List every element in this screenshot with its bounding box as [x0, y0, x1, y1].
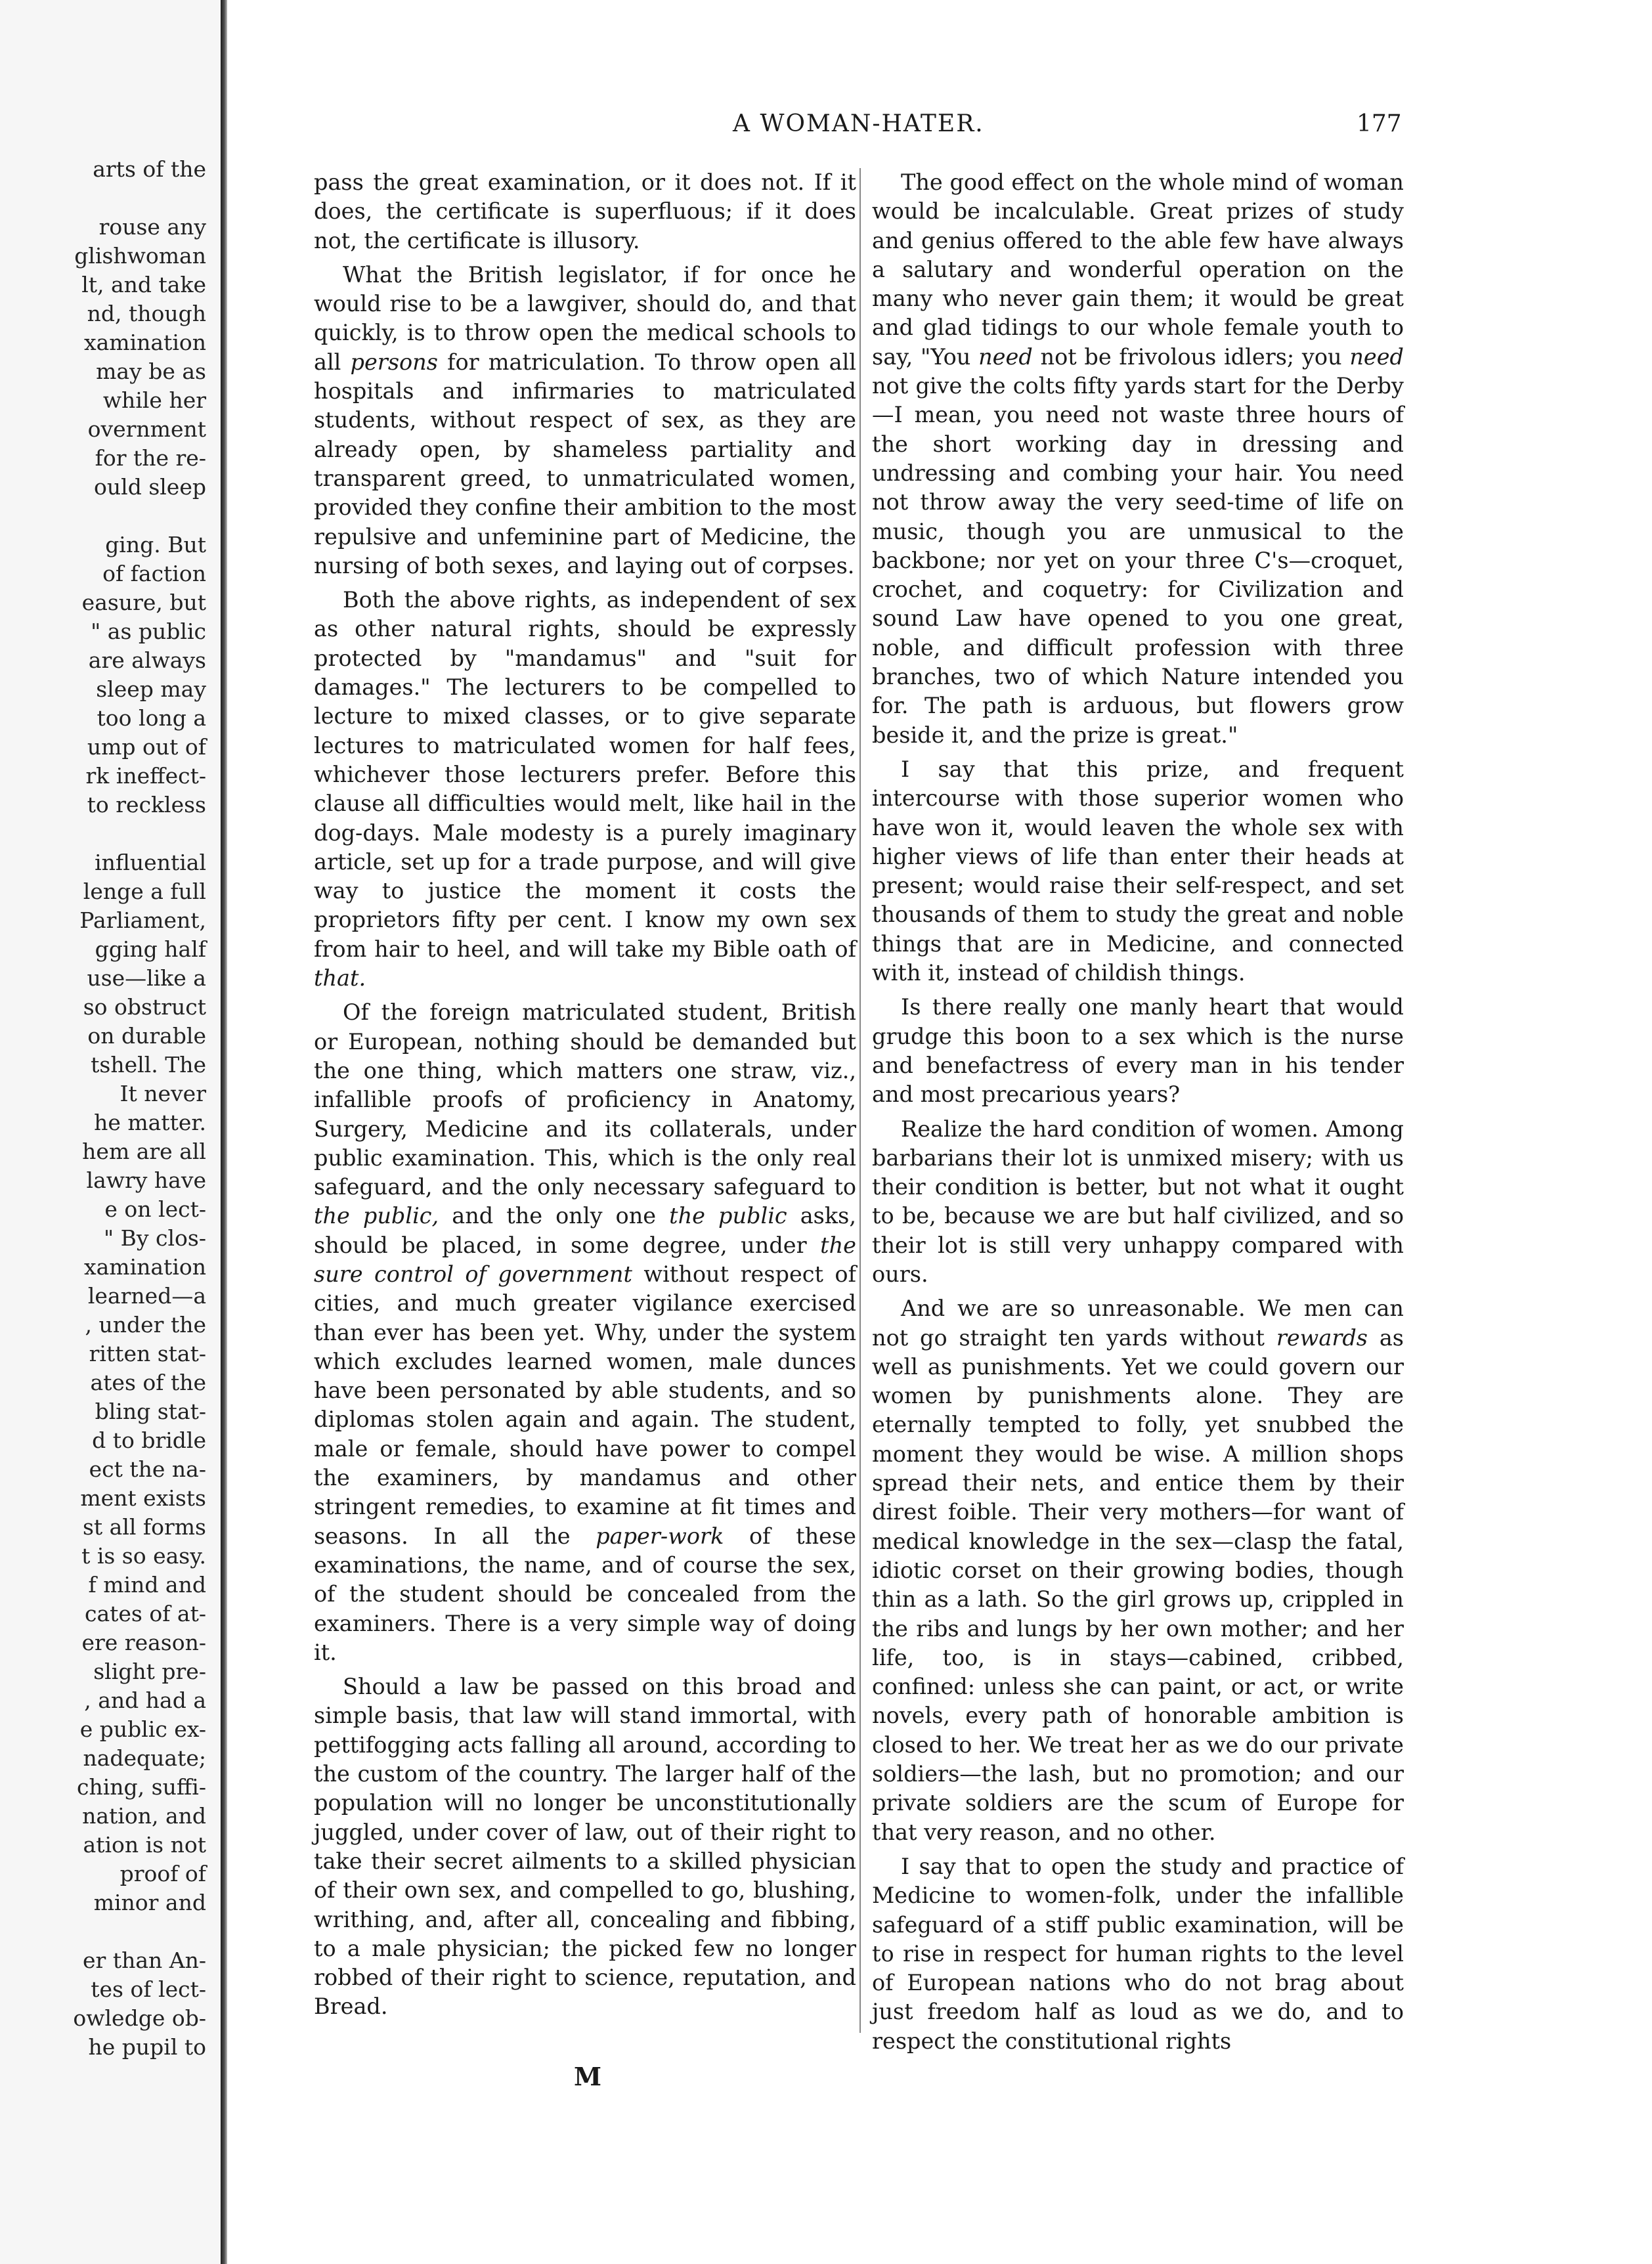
- previous-page-fragment: bling stat-: [95, 1399, 206, 1424]
- previous-page-fragment: learned—a: [87, 1283, 206, 1309]
- previous-page-fragment: d to bridle: [92, 1427, 206, 1453]
- previous-page-fragment: slight pre-: [93, 1659, 206, 1684]
- previous-page-fragment: It never: [120, 1081, 206, 1106]
- paragraph: I say that this prize, and frequent intercourse with those superior women who have won it, would leaven the whole sex with higher views of life than enter their heads at present; would raise their self-respect, and set thousands of them to study the great and noble things that are in Medicine, and connected with it, instead of childish things.: [872, 756, 1404, 986]
- paragraph: Realize the hard condition of women. Among barbarians their lot is unmixed misery; with us their condition is better, but not what it ought to be, because we are but half civilized, and so their lot is still very unhappy compared with ours.: [872, 1116, 1404, 1287]
- previous-page-fragment: tshell. The: [91, 1052, 206, 1078]
- previous-page-fragment: sleep may: [96, 676, 206, 702]
- previous-page-fragment: lenge a full: [83, 879, 206, 904]
- previous-page-fragment: minor and: [93, 1890, 206, 1915]
- previous-page-fragment: glishwoman: [74, 243, 206, 269]
- previous-page-fragment: xamination: [84, 1254, 206, 1280]
- previous-page-fragment: so obstruct: [83, 994, 206, 1020]
- previous-page-fragment: tes of lect-: [91, 1976, 206, 2002]
- previous-page-fragment: nation, and: [82, 1803, 206, 1829]
- previous-page-fragment: t is so easy.: [81, 1543, 206, 1569]
- previous-page-fragment: Parliament,: [79, 907, 206, 933]
- previous-page-fragment: e public ex-: [79, 1716, 206, 1742]
- previous-page-fragment: ment exists: [80, 1485, 206, 1511]
- previous-page-fragment: he pupil to: [88, 2034, 206, 2060]
- previous-page-fragment: " as public: [91, 619, 206, 644]
- previous-page-fragment: ates of the: [90, 1370, 206, 1395]
- previous-page-strip: [0, 0, 221, 2264]
- previous-page-fragment: to reckless: [87, 792, 206, 817]
- previous-page-fragment: owledge ob-: [73, 2005, 206, 2031]
- previous-page-fragment: while her: [102, 387, 206, 413]
- previous-page-fragment: arts of the: [93, 156, 206, 182]
- previous-page-fragment: ation is not: [83, 1832, 206, 1858]
- column-rule: [859, 168, 861, 2033]
- previous-page-fragment: ging. But: [105, 532, 206, 557]
- previous-page-fragment: st all forms: [82, 1514, 206, 1540]
- previous-page-fragment: lawry have: [86, 1167, 206, 1193]
- paragraph: I say that to open the study and practice of Medicine to women-folk, under the infallible safeguard of a stiff public examination, will be to rise in respect for human rights to the level of European nations who do not brag about just freedom half as loud as we do, and to respect the constitutional rights: [872, 1853, 1404, 2054]
- previous-page-fragment: ritten stat-: [89, 1341, 206, 1366]
- right-column: [872, 168, 1404, 2056]
- page-header: [227, 110, 1652, 143]
- paragraph: The good effect on the whole mind of woman would be incalculable. Great prizes of study and genius offered to the able few have always a salutary and wonderful operation on the many who never gain them; it would be great and glad tidings to our whole female youth to say, "You need not be frivolous idlers; you need not give the colts fifty yards start for the Derby—I mean, you need not waste three hours of the short working day in dressing and undressing and combing your hair. You need not throw away the very seed-time of life on music, though you are unmusical to the backbone; nor yet on your three C's—croquet, crochet, and coquetry: for Civilization and sound Law have opened to you one great, noble, and difficult profession with three branches, two of which Nature intended you for. The path is arduous, but flowers grow beside it, and the prize is great.": [872, 169, 1404, 748]
- previous-page-fragment: nd, though: [87, 301, 206, 326]
- previous-page-fragment: proof of: [120, 1861, 206, 1886]
- previous-page-fragment: gging half: [95, 936, 206, 962]
- previous-page-fragment: rouse any: [98, 214, 206, 240]
- paragraph: Is there really one manly heart that would grudge this boon to a sex which is the nurse and benefactress of every man in his tender and most precarious years?: [872, 994, 1404, 1108]
- previous-page-fragment: f mind and: [88, 1572, 206, 1598]
- previous-page-fragment: , under the: [85, 1312, 206, 1338]
- previous-page-fragment: cates of at-: [84, 1601, 206, 1626]
- previous-page-fragment: ump out of: [87, 734, 206, 760]
- previous-page-fragment: rk ineffect-: [85, 763, 206, 789]
- previous-page-fragment: " By clos-: [103, 1225, 206, 1251]
- paragraph: pass the great examination, or it does not. If it does, the certificate is superfluous; if it does not, the certificate is illusory.: [314, 169, 856, 253]
- previous-page-fragment: xamination: [84, 330, 206, 355]
- page-fold-shadow: [221, 0, 227, 2264]
- previous-page-fragment: ere reason-: [81, 1630, 206, 1655]
- previous-page-fragment: he matter.: [94, 1110, 206, 1135]
- previous-page-fragment: ould sleep: [94, 474, 206, 500]
- running-title: A WOMAN-HATER.: [733, 110, 984, 137]
- previous-page-fragment: er than An-: [83, 1948, 206, 1973]
- previous-page-fragment: too long a: [97, 705, 206, 731]
- previous-page-fragment: use—like a: [87, 965, 206, 991]
- paragraph: What the British legislator, if for once he would rise to be a lawgiver, should do, and that quickly, is to throw open the medical schools to all persons for matriculation. To throw open all hospitals and infirmaries to matriculated students, without respect of sex, as they are already open, by shameless partiality and transparent greed, to unmatriculated women, provided they confine their ambition to the most repulsive and unfeminine part of Medicine, the nursing of both sexes, and laying out of corpses.: [314, 261, 856, 578]
- previous-page-fragment: ching, suffi-: [77, 1774, 206, 1800]
- page-number: 177: [1357, 110, 1402, 137]
- previous-page-fragment: hem are all: [82, 1139, 206, 1164]
- previous-page-fragment: on durable: [87, 1023, 206, 1049]
- paragraph: Of the foreign matriculated student, British or European, nothing should be demanded but the one thing, which matters one straw, viz., infallible proofs of proficiency in Anatomy, Surgery, Medicine and its collaterals, under public examination. This, which is the only real safeguard, and the only necessary safeguard to the public, and the only one the public asks, should be placed, in some degree, under the sure control of government without respect of cities, and much greater vigilance exercised than ever has been yet. Why, under the system which excludes learned women, male dunces have been personated by able students, and so diplomas stolen again and again. The student, male or female, should have power to compel the examiners, by mandamus and other stringent remedies, to examine at fit times and seasons. In all the paper-work of these examinations, the name, and of course the sex, of the student should be concealed from the examiners. There is a very simple way of doing it.: [314, 999, 856, 1665]
- paragraph: Should a law be passed on this broad and simple basis, that law will stand immortal, with pettifogging acts falling all around, according to the custom of the country. The larger half of the population will no longer be unconstitutionally juggled, under cover of law, out of their right to take their secret ailments to a skilled physician of their own sex, and compelled to go, blushing, writhing, and, after all, concealing and fibbing, to a male physician; the picked few no longer robbed of their right to science, reputation, and Bread.: [314, 1674, 856, 2020]
- left-column: [314, 168, 856, 2022]
- book-page: [227, 0, 1652, 2264]
- previous-page-fragment: ect the na-: [89, 1456, 206, 1482]
- previous-page-fragment: of faction: [102, 561, 206, 586]
- previous-page-fragment: for the re-: [95, 445, 206, 471]
- previous-page-fragment: , and had a: [84, 1687, 206, 1713]
- previous-page-fragment: easure, but: [81, 590, 206, 615]
- previous-page-fragment: influential: [95, 850, 206, 875]
- previous-page-fragment: overnment: [87, 416, 206, 442]
- signature-mark: M: [574, 2062, 602, 2091]
- previous-page-fragment: are always: [88, 647, 206, 673]
- paragraph: Both the above rights, as independent of sex as other natural rights, should be expressly protected by "mandamus" and "suit for damages." The lecturers to be compelled to lecture to mixed classes, or to give separate lectures to matriculated women for half fees, whichever those lecturers prefer. Before this clause all difficulties would melt, like hail in the dog-days. Male modesty is a purely imaginary article, set up for a trade purpose, and will give way to justice the moment it costs the proprietors fifty per cent. I know my own sex from hair to heel, and will take my Bible oath of that.: [314, 587, 856, 991]
- previous-page-fragment: nadequate;: [83, 1745, 206, 1771]
- previous-page-fragment: e on lect-: [104, 1196, 206, 1222]
- previous-page-fragment: lt, and take: [81, 272, 206, 297]
- paragraph: And we are so unreasonable. We men can not go straight ten yards without rewards as well as punishments. Yet we could govern our women by punishments alone. They are eternally tempted to folly, yet snubbed the moment they would be wise. A million shops spread their nets, and entice them by their direst foible. Their very mothers—for want of medical knowledge in the sex—clasp the fatal, idiotic corset on their growing bodies, though thin as a lath. So the girl grows up, crippled in the ribs and lungs by her own mother; and her life, too, is in stays—cabined, cribbed, confined: unless she can paint, or act, or write novels, every path of honorable ambition is closed to her. We treat her as we do our private soldiers—the lash, but no promotion; and our private soldiers are the scum of Europe for that very reason, and no other.: [872, 1295, 1404, 1845]
- previous-page-fragment: may be as: [96, 359, 206, 384]
